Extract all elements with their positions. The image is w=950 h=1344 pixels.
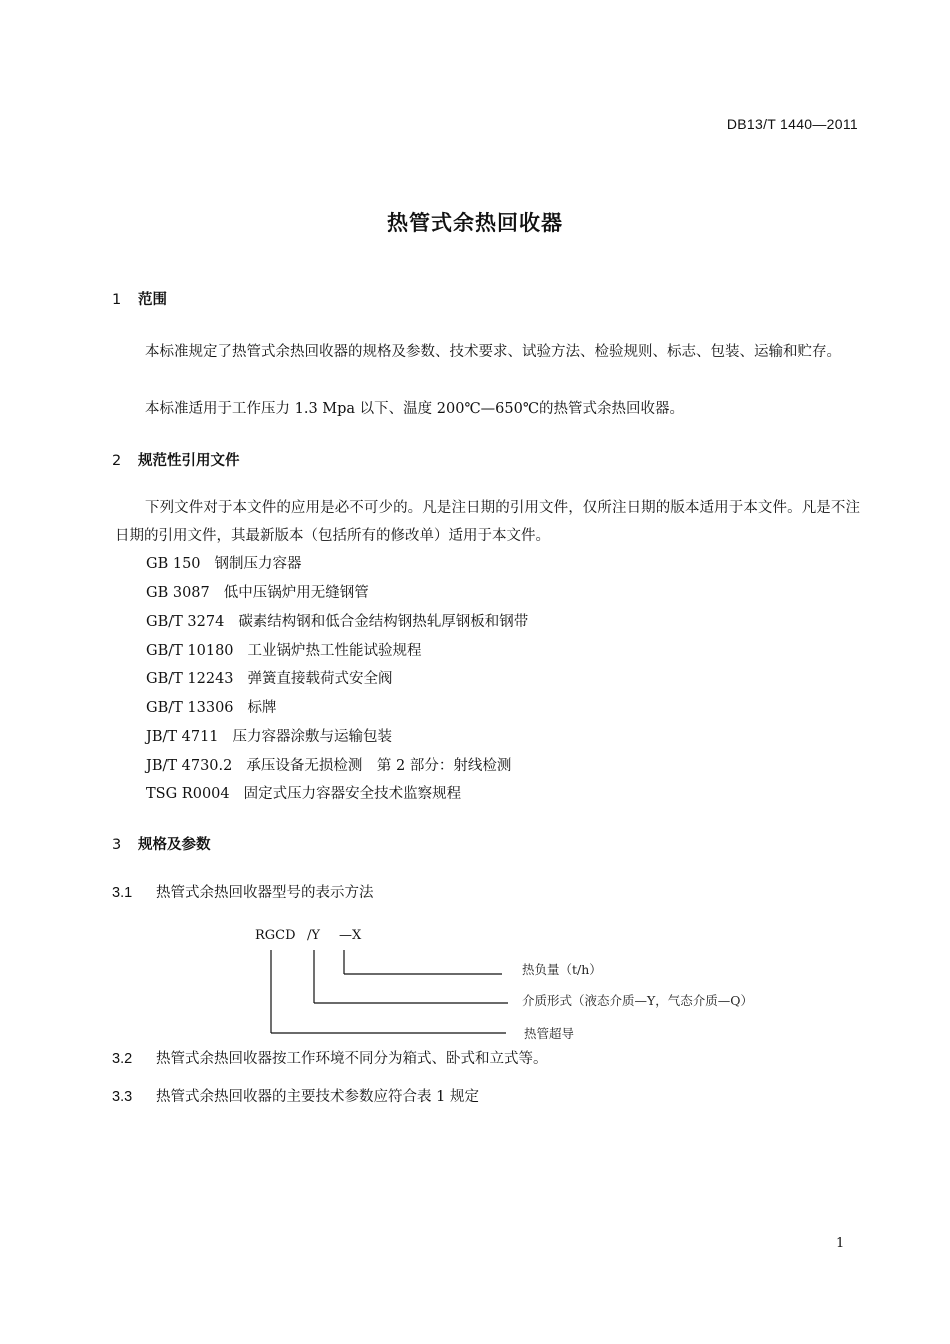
reference-title: 碳素结构钢和低合金结构钢热轧厚钢板和钢带 — [238, 614, 529, 630]
reference-code: GB 150 — [146, 556, 201, 572]
reference-title: 工业锅炉热工性能试验规程 — [247, 643, 422, 659]
standard-number: DB13/T 1440—2011 — [726, 116, 858, 132]
reference-title: 固定式压力容器安全技术监察规程 — [243, 786, 462, 802]
reference-code: GB 3087 — [146, 585, 210, 601]
diagram-label-heat-load: 热负量（t/h） — [522, 962, 602, 977]
reference-code: JB/T 4711 — [146, 729, 219, 745]
subsection-3-2 — [112, 1047, 548, 1068]
reference-code: TSG R0004 — [146, 786, 230, 802]
subsection-number: 3.3 — [112, 1089, 133, 1105]
reference-title: 钢制压力容器 — [214, 556, 302, 572]
section-number: 2 — [112, 453, 122, 469]
references-intro: 下列文件对于本文件的应用是必不可少的。凡是注日期的引用文件，仅所注日期的版本适用于本文件。凡是不注日期的引用文件，其最新版本（包括所有的修改单）适用于本文件。 — [115, 500, 860, 544]
model-code-part: —X — [339, 928, 362, 943]
subsection-text: 热管式余热回收器的主要技术参数应符合表 1 规定 — [156, 1089, 479, 1105]
subsection-number: 3.2 — [112, 1051, 133, 1067]
section-title: 规格及参数 — [138, 837, 211, 853]
reference-code: GB/T 13306 — [146, 700, 234, 716]
scope-paragraph-2: 本标准适用于工作压力 1.3 Mpa 以下、温度 200℃—650℃的热管式余热回收器。 — [145, 401, 685, 417]
section-title: 规范性引用文件 — [138, 453, 240, 469]
reference-title: 低中压锅炉用无缝钢管 — [223, 585, 369, 601]
page-number: 1 — [836, 1236, 845, 1251]
subsection-number: 3.1 — [112, 885, 133, 901]
section-number: 1 — [112, 292, 122, 308]
reference-code: GB/T 12243 — [146, 671, 234, 687]
reference-title: 标牌 — [247, 700, 277, 716]
subsection-text: 热管式余热回收器型号的表示方法 — [156, 885, 374, 901]
model-code-part: RGCD — [255, 928, 296, 943]
reference-title: 承压设备无损检测 第 2 部分：射线检测 — [246, 758, 512, 774]
subsection-3-3 — [112, 1085, 479, 1106]
reference-code: GB/T 3274 — [146, 614, 225, 630]
section-number: 3 — [112, 837, 122, 853]
section-title: 范围 — [138, 292, 167, 308]
reference-title: 弹簧直接载荷式安全阀 — [247, 671, 393, 687]
document-title: 热管式余热回收器 — [387, 211, 563, 235]
model-code-part: /Y — [307, 928, 320, 943]
diagram-label-medium-type: 介质形式（液态介质—Y，气态介质—Q） — [522, 993, 754, 1008]
diagram-label-heat-pipe: 热管超导 — [524, 1026, 575, 1041]
reference-code: GB/T 10180 — [146, 643, 234, 659]
scope-paragraph-1: 本标准规定了热管式余热回收器的规格及参数、技术要求、试验方法、检验规则、标志、包装、运输和贮存。 — [145, 344, 841, 360]
subsection-text: 热管式余热回收器按工作环境不同分为箱式、卧式和立式等。 — [156, 1051, 548, 1067]
reference-code: JB/T 4730.2 — [146, 758, 233, 774]
reference-title: 压力容器涂敷与运输包装 — [232, 729, 393, 745]
